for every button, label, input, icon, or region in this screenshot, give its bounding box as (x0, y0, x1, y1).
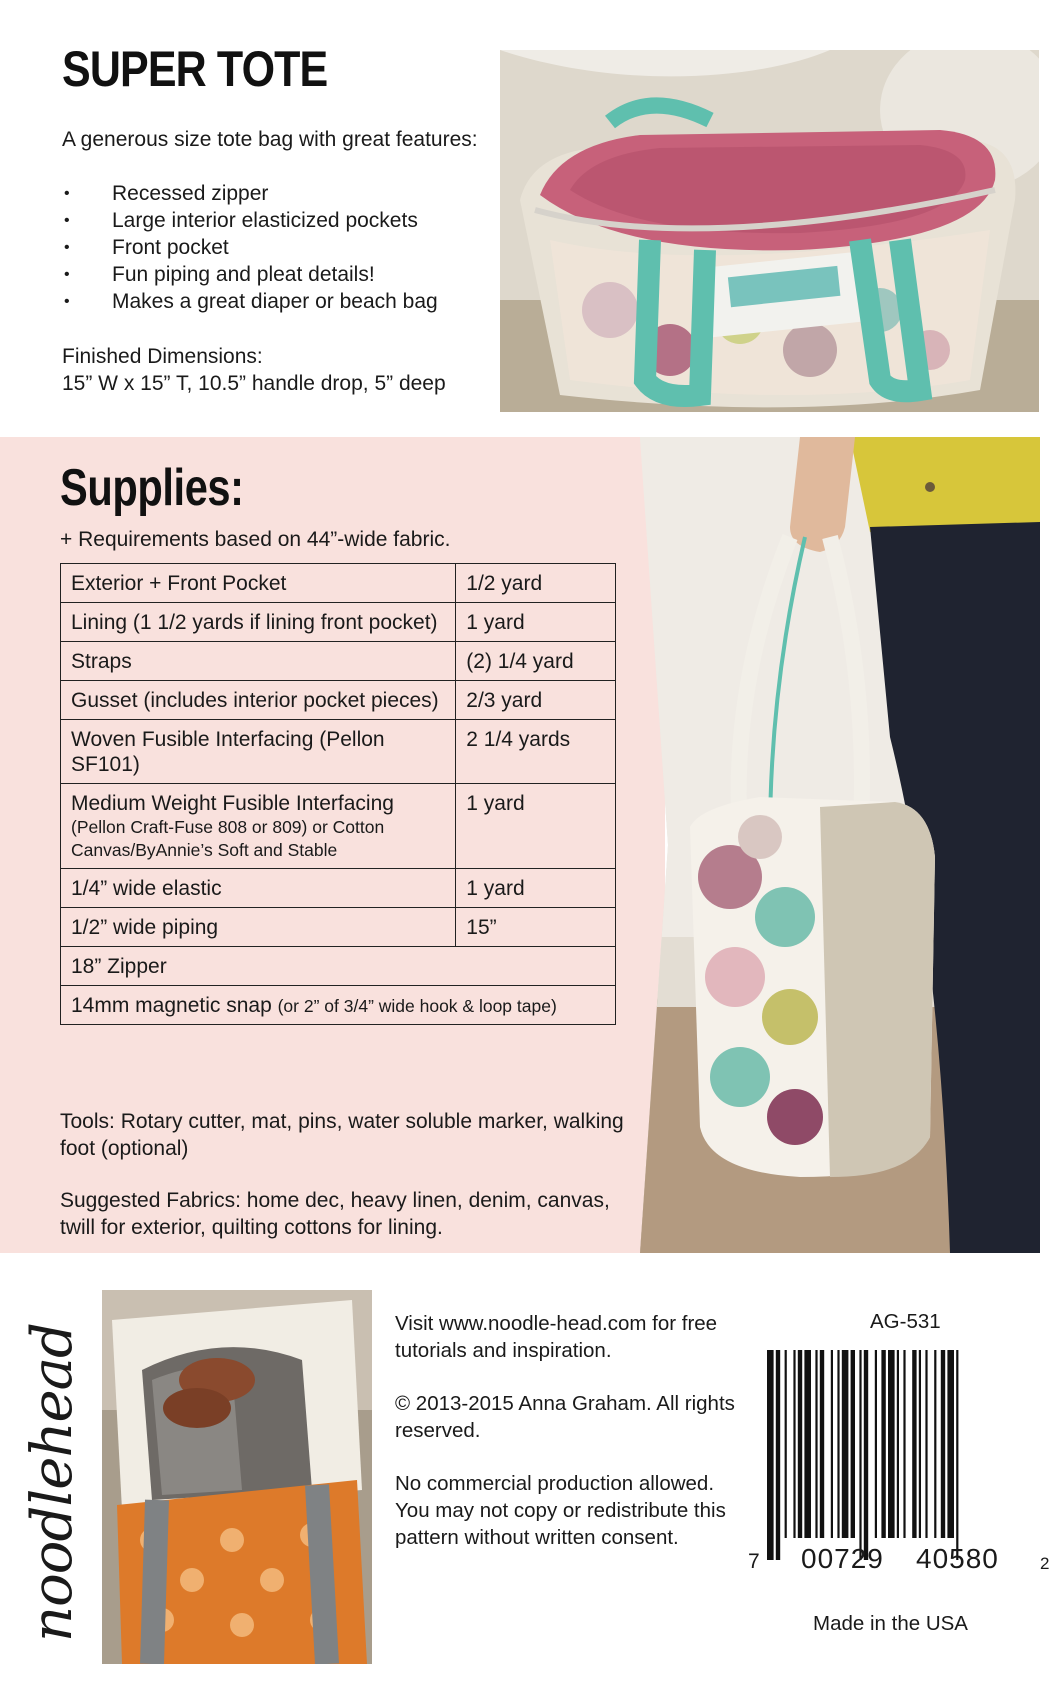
supply-item: Gusset (includes interior pocket pieces) (61, 681, 456, 720)
supply-item: 14mm magnetic snap (71, 994, 272, 1017)
supply-amount: 1 yard (456, 603, 616, 642)
supply-item: 18” Zipper (61, 947, 616, 986)
table-row (61, 784, 616, 869)
barcode-bar (831, 1350, 833, 1538)
suggested-fabrics-text: Suggested Fabrics: home dec, heavy linen, denim, canvas, twill for exterior, quilting cottons for lining. (60, 1189, 610, 1239)
barcode-bar (842, 1350, 849, 1538)
usage-notice: No commercial production allowed. You may not copy or redistribute this pattern without written consent. (395, 1472, 726, 1549)
feature-item: • Recessed zipper (62, 180, 492, 207)
supply-item: Woven Fusible Interfacing (Pellon SF101) (61, 720, 456, 784)
dimensions-value: 15” W x 15” T, 10.5” handle drop, 5” deep (62, 372, 446, 395)
supply-item-cell (61, 784, 456, 869)
supply-item: Straps (61, 642, 456, 681)
sku-code: AG-531 (870, 1310, 941, 1333)
barcode-bar (903, 1350, 905, 1538)
tote-carried-illustration (640, 437, 1040, 1253)
feature-item: • Front pocket (62, 234, 492, 261)
supply-item-detail: (Pellon Craft-Fuse 808 or 809) or Cotton Canvas/ByAnnie’s Soft and Stable (71, 817, 385, 860)
feature-item: • Large interior elasticized pockets (62, 207, 492, 234)
feature-item: • Makes a great diaper or beach bag (62, 288, 492, 315)
supply-amount: 1 yard (456, 784, 616, 869)
barcode-bar (859, 1350, 861, 1560)
table-row (61, 603, 616, 642)
barcode-bar (947, 1350, 954, 1538)
supply-item: Exterior + Front Pocket (61, 564, 456, 603)
barcode-bar (881, 1350, 885, 1538)
tools-text: Tools: Rotary cutter, mat, pins, water soluble marker, walking foot (optional) (60, 1110, 624, 1160)
barcode-bar (912, 1350, 916, 1538)
barcode-digit-right: 2 (1040, 1554, 1050, 1573)
barcode-bar (820, 1350, 824, 1538)
supply-item-cell (61, 986, 616, 1025)
barcode-bar (919, 1350, 921, 1538)
tote-carried-photo (640, 437, 1040, 1253)
barcode-bar (956, 1350, 958, 1560)
table-row (61, 681, 616, 720)
copyright-text: © 2013-2015 Anna Graham. All rights reserved. (395, 1392, 735, 1442)
barcode-bar (785, 1350, 787, 1538)
barcode-digits-group-2: 40580 (916, 1543, 999, 1574)
barcode-bar (934, 1350, 936, 1538)
supply-amount: 1/2 yard (456, 564, 616, 603)
supply-item: 1/4” wide elastic (61, 869, 456, 908)
barcode-bar (837, 1350, 839, 1538)
tote-detail-photo (102, 1290, 372, 1664)
tote-interior-illustration (500, 50, 1039, 412)
barcode-bar (793, 1350, 795, 1538)
supply-item: 1/2” wide piping (61, 908, 456, 947)
barcode-digits-group-1: 00729 (801, 1543, 884, 1574)
barcode-bar (864, 1350, 868, 1560)
tote-interior-photo (500, 50, 1039, 412)
table-row (61, 642, 616, 681)
barcode-bar (875, 1350, 877, 1538)
brand-logo: noodlehead (20, 1323, 85, 1642)
supply-item: Medium Weight Fusible Interfacing (71, 792, 394, 815)
page-title: SUPER TOTE (62, 41, 328, 97)
barcode-bar (925, 1350, 927, 1538)
made-in-label: Made in the USA (813, 1612, 968, 1635)
table-row (61, 908, 616, 947)
barcode-bar (776, 1350, 780, 1560)
barcode-bar (804, 1350, 811, 1538)
barcode (767, 1350, 1035, 1560)
barcode-bar (897, 1350, 899, 1538)
supply-amount: 2 1/4 yards (456, 720, 616, 784)
intro-text: A generous size tote bag with great features: (62, 128, 478, 151)
requirements-note: + Requirements based on 44”-wide fabric. (60, 528, 451, 551)
supply-amount: 2/3 yard (456, 681, 616, 720)
barcode-bar (767, 1350, 774, 1560)
table-row (61, 869, 616, 908)
feature-list (62, 180, 492, 315)
supply-amount: 1 yard (456, 869, 616, 908)
supplies-table (60, 563, 616, 1025)
barcode-bar (851, 1350, 855, 1538)
table-row (61, 986, 616, 1025)
dimensions-label: Finished Dimensions: (62, 345, 263, 368)
supply-item: Lining (1 1/2 yards if lining front pocket) (61, 603, 456, 642)
supplies-heading: Supplies: (60, 459, 244, 517)
barcode-bar (888, 1350, 895, 1538)
supply-amount: 15” (456, 908, 616, 947)
website-note: Visit www.noodle-head.com for free tutorials and inspiration. (395, 1312, 718, 1362)
feature-item: • Fun piping and pleat details! (62, 261, 492, 288)
barcode-bar (815, 1350, 817, 1538)
table-row (61, 720, 616, 784)
supply-item-detail: (or 2” of 3/4” wide hook & loop tape) (277, 996, 557, 1016)
tote-detail-illustration (102, 1290, 372, 1664)
table-row (61, 564, 616, 603)
barcode-bar (798, 1350, 802, 1538)
table-row (61, 947, 616, 986)
barcode-bar (941, 1350, 945, 1538)
barcode-digit-left: 7 (748, 1550, 760, 1573)
supply-amount: (2) 1/4 yard (456, 642, 616, 681)
